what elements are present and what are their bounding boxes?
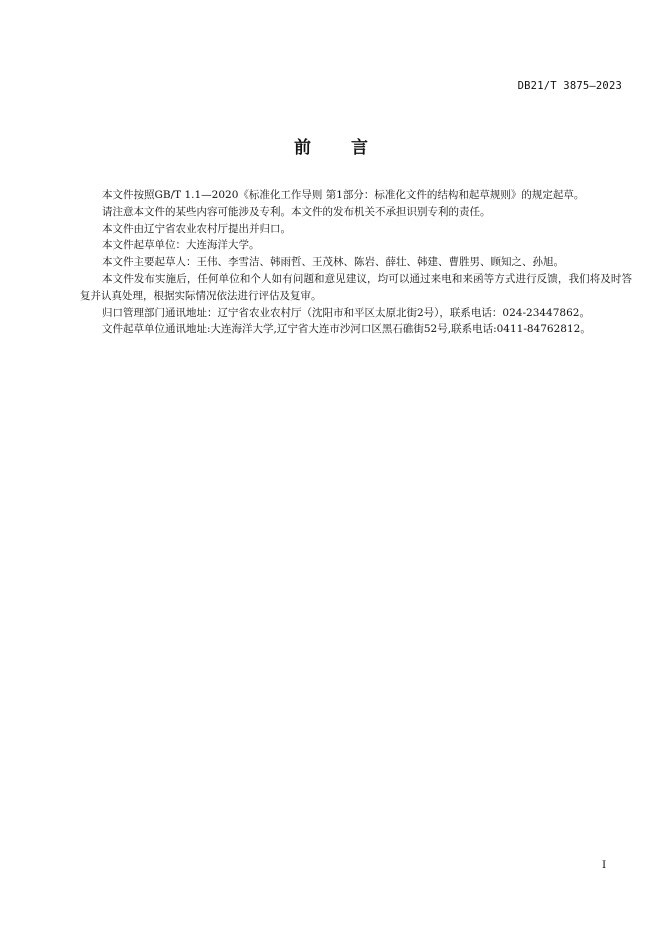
foreword-body (80, 187, 632, 338)
paragraph-patent-notice: 请注意本文件的某些内容可能涉及专利。本文件的发布机关不承担识别专利的责任。 (102, 205, 491, 218)
paragraph-drafting-unit: 本文件起草单位：大连海洋大学。 (102, 239, 260, 252)
paragraph-drafter-address: 文件起草单位通讯地址:大连海洋大学,辽宁省大连市沙河口区黑石礁街52号,联系电话:0411-84762812。 (102, 323, 591, 336)
paragraph-feedback: 本文件发布实施后，任何单位和个人如有问题和意见建议，均可以通过来电和来函等方式进行反馈，我们将及时答复并认真处理，根据实际情况依法进行评估及复审。 (80, 272, 632, 302)
page-number: I (602, 859, 607, 871)
paragraph-authority-address: 归口管理部门通讯地址：辽宁省农业农村厅（沈阳市和平区太原北街2号），联系电话：024-23447862。 (102, 306, 590, 319)
paragraph-proposer: 本文件由辽宁省农业农村厅提出并归口。 (102, 222, 291, 235)
page-title (0, 133, 662, 158)
title-char-2: 言 (351, 138, 368, 158)
standard-code: DB21/T 3875—2023 (517, 80, 622, 92)
paragraph-drafters: 本文件主要起草人：王伟、李雪洁、韩雨哲、王茂林、陈岩、薛壮、韩建、曹胜男、顾知之、孙旭。 (102, 256, 564, 269)
paragraph-drafting-basis: 本文件按照GB/T 1.1—2020《标准化工作导则 第1部分：标准化文件的结构和起草规则》的规定起草。 (102, 189, 585, 201)
title-char-1: 前 (294, 138, 311, 158)
